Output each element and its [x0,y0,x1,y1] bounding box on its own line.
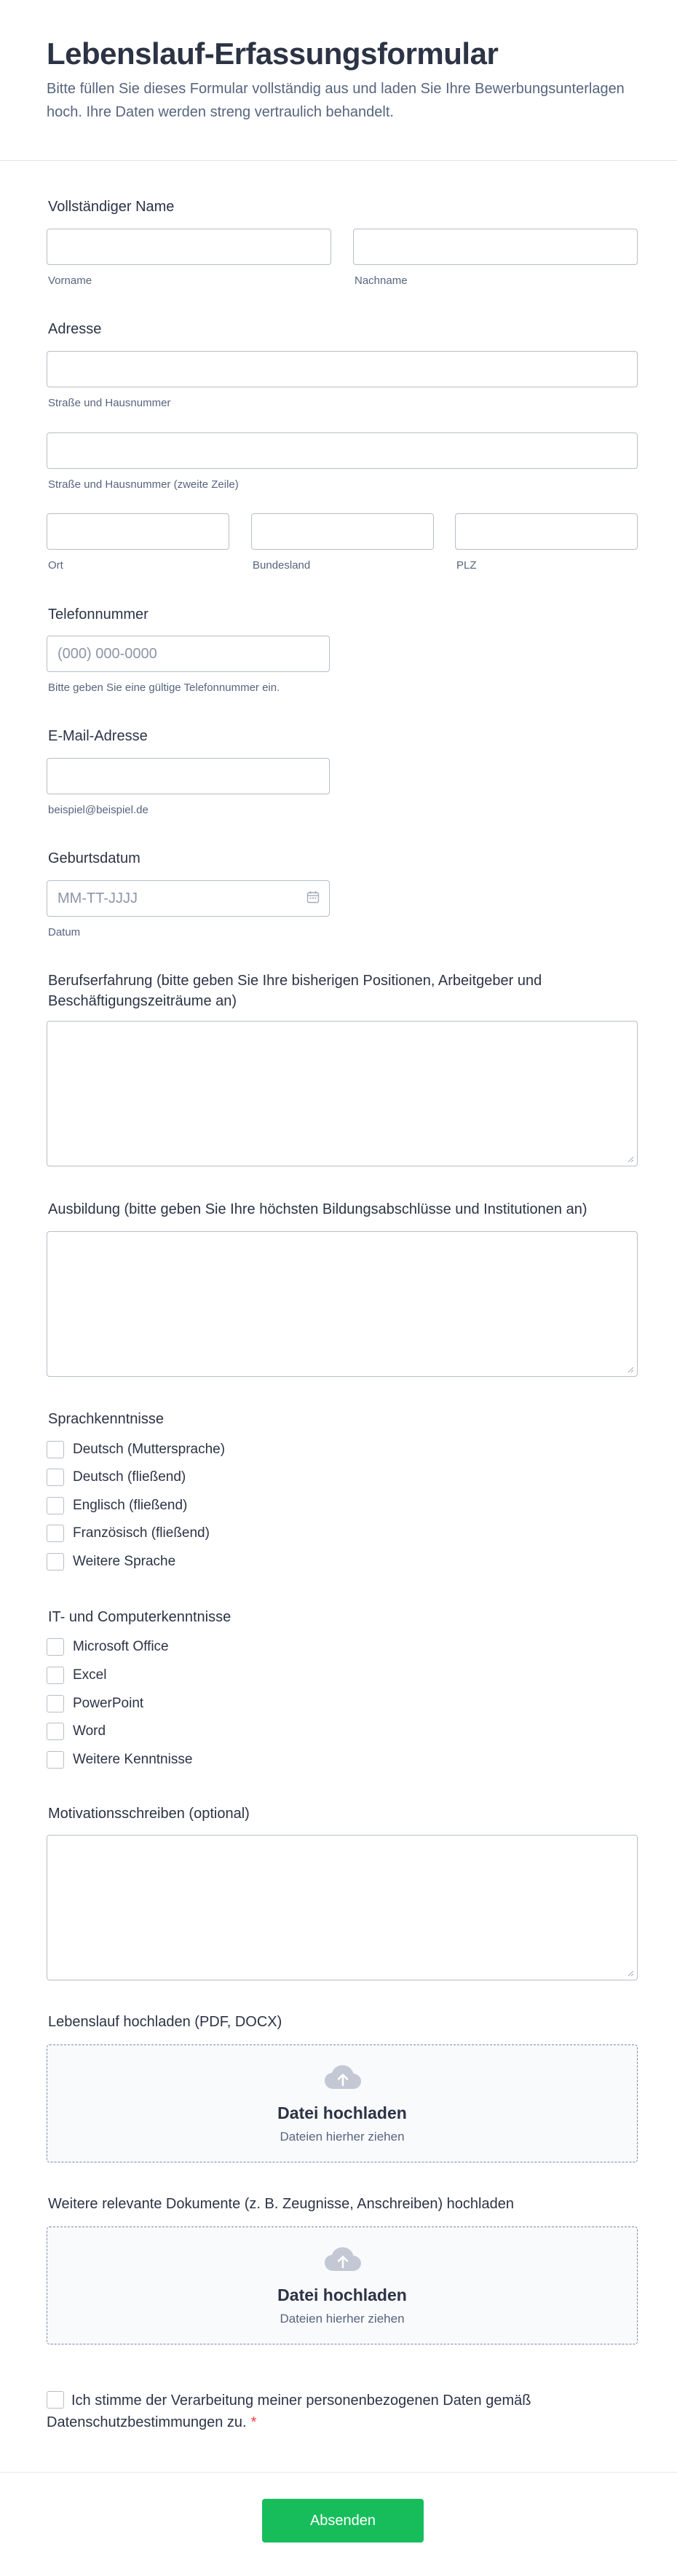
it-skill-option[interactable] [47,1750,192,1769]
cloud-upload-icon [324,2246,362,2274]
resize-handle-icon[interactable] [627,1156,634,1163]
option-label: Weitere Kenntnisse [73,1752,193,1767]
resize-handle-icon[interactable] [627,1970,634,1977]
state-sublabel: Bundesland [253,559,311,572]
phone-input[interactable] [47,636,330,672]
birthdate-sublabel: Datum [48,926,81,939]
first-name-sublabel: Vorname [48,274,92,287]
experience-label: Berufserfahrung (bitte geben Sie Ihre bisherigen Positionen, Arbeitgeber und Beschäftigungszeiträume an) [48,973,542,1009]
form-header [0,0,677,161]
zip-sublabel: PLZ [456,559,477,572]
cloud-upload-icon [324,2064,362,2092]
checkbox[interactable] [47,1525,64,1542]
option-label: Weitere Sprache [73,1554,176,1569]
option-label: Deutsch (fließend) [73,1469,186,1485]
upload-hint: Dateien hierher ziehen [280,2312,405,2326]
upload-button-text[interactable]: Datei hochladen [277,2285,407,2304]
resize-handle-icon[interactable] [627,1367,634,1373]
checkbox[interactable] [47,1441,64,1458]
consent-checkbox[interactable] [47,2391,64,2409]
option-label: Englisch (fließend) [73,1498,188,1513]
street-input[interactable] [47,351,638,387]
last-name-sublabel: Nachname [355,274,408,287]
street-sublabel: Straße und Hausnummer [48,397,171,409]
upload-button-text[interactable]: Datei hochladen [277,2103,407,2122]
option-label: Excel [73,1667,107,1683]
motivation-label: Motivationsschreiben (optional) [48,1806,250,1822]
footer-divider [0,2472,677,2473]
language-option[interactable] [47,1468,186,1487]
experience-textarea[interactable] [47,1021,638,1166]
form-title: Lebenslauf-Erfassungsformular [47,36,499,71]
checkbox[interactable] [47,1751,64,1769]
education-textarea[interactable] [47,1231,638,1377]
checkbox[interactable] [47,1667,64,1684]
checkbox[interactable] [47,1695,64,1712]
form-description: Bitte füllen Sie dieses Formular vollständig aus und laden Sie Ihre Bewerbungsunterlagen hoch. Ihre Daten werden streng vertraulich behandelt. [47,81,625,120]
language-option[interactable] [47,1552,175,1571]
cv-upload-dropzone[interactable] [47,2044,638,2162]
state-input[interactable] [251,513,434,550]
option-label: Deutsch (Muttersprache) [73,1442,226,1457]
consent-text[interactable]: Ich stimme der Verarbeitung meiner personenbezogenen Daten gemäß Datenschutzbestimmungen zu. [47,2393,531,2430]
option-label: Französisch (fließend) [73,1525,210,1541]
city-input[interactable] [47,513,229,550]
option-label: Word [73,1723,106,1739]
required-mark: * [250,2414,257,2430]
checkbox[interactable] [47,1723,64,1740]
checkbox[interactable] [47,1497,64,1514]
zip-input[interactable] [455,513,638,550]
education-label: Ausbildung (bitte geben Sie Ihre höchsten Bildungsabschlüsse und Institutionen an) [48,1201,587,1217]
cv-upload-label: Lebenslauf hochladen (PDF, DOCX) [48,2014,282,2030]
phone-label: Telefonnummer [48,607,149,623]
option-label: Microsoft Office [73,1639,169,1654]
name-label: Vollständiger Name [48,199,175,215]
upload-hint: Dateien hierher ziehen [280,2130,405,2144]
checkbox[interactable] [47,1553,64,1571]
it-skill-option[interactable] [47,1722,106,1741]
phone-sublabel: Bitte geben Sie eine gültige Telefonnummer ein. [48,681,280,694]
birthdate-input[interactable] [47,880,330,917]
address-label: Adresse [48,321,102,337]
birthdate-field [47,880,330,917]
email-sublabel: beispiel@beispiel.de [48,804,149,816]
birthdate-label: Geburtsdatum [48,850,140,866]
it-skill-option[interactable] [47,1666,106,1685]
language-option[interactable] [47,1496,187,1515]
motivation-textarea[interactable] [47,1835,638,1980]
submit-button[interactable]: Absenden [262,2499,424,2543]
email-input[interactable] [47,758,330,794]
last-name-input[interactable] [353,229,638,265]
docs-upload-dropzone[interactable] [47,2227,638,2344]
email-label: E-Mail-Adresse [48,728,148,744]
street-line2-sublabel: Straße und Hausnummer (zweite Zeile) [48,478,239,491]
checkbox[interactable] [47,1638,64,1656]
option-label: PowerPoint [73,1696,144,1711]
language-option[interactable] [47,1440,225,1459]
docs-upload-label: Weitere relevante Dokumente (z. B. Zeugnisse, Anschreiben) hochladen [48,2196,514,2212]
it-skill-option[interactable] [47,1637,169,1656]
it-skill-option[interactable] [47,1694,143,1713]
language-option[interactable] [47,1524,210,1543]
calendar-icon[interactable] [306,890,320,904]
it-skills-label: IT- und Computerkenntnisse [48,1609,231,1625]
first-name-input[interactable] [47,229,331,265]
checkbox[interactable] [47,1469,64,1486]
street-line2-input[interactable] [47,432,638,469]
consent-field [47,2390,622,2433]
city-sublabel: Ort [48,559,63,572]
languages-label: Sprachkenntnisse [48,1411,164,1427]
